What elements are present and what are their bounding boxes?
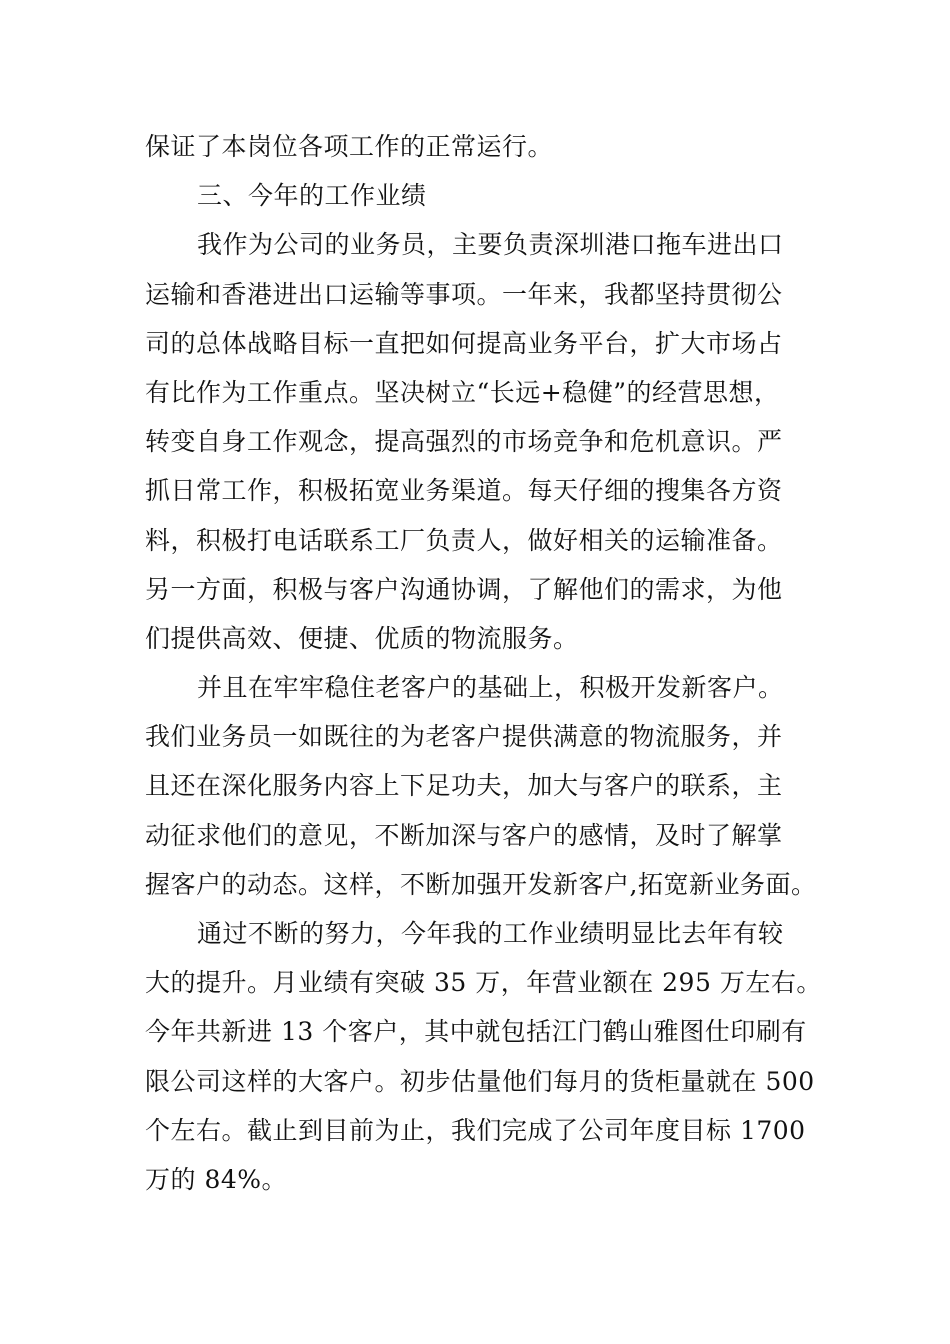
section-heading: 三、今年的工作业绩 [197, 181, 427, 211]
text-line: 们提供高效、便捷、优质的物流服务。 [145, 623, 579, 653]
text-line: 万的 84%。 [145, 1164, 288, 1194]
text-line: 且还在深化服务内容上下足功夫，加大与客户的联系，主 [145, 771, 783, 801]
text-line: 我作为公司的业务员，主要负责深圳港口拖车进出口 [197, 230, 784, 260]
text-line: 料，积极打电话联系工厂负责人，做好相关的运输准备。 [145, 525, 783, 555]
text-line: 保证了本岗位各项工作的正常运行。 [145, 132, 554, 161]
text-line: 抓日常工作，积极拓宽业务渠道。每天仔细的搜集各方资 [145, 476, 783, 506]
text-line: 运输和香港进出口运输等事项。一年来，我都坚持贯彻公 [145, 279, 783, 309]
text-line: 并且在牢牢稳住老客户的基础上，积极开发新客户。 [197, 673, 784, 703]
text-line: 大的提升。月业绩有突破 35 万，年营业额在 295 万左右。 [145, 968, 822, 998]
text-line: 转变自身工作观念，提高强烈的市场竞争和危机意识。严 [145, 427, 783, 457]
text-line: 动征求他们的意见，不断加深与客户的感情，及时了解掌 [145, 820, 783, 850]
text-line: 握客户的动态。这样，不断加强开发新客户,拓宽新业务面。 [145, 869, 817, 899]
text-line: 司的总体战略目标一直把如何提高业务平台，扩大市场占 [145, 328, 783, 358]
text-line: 另一方面，积极与客户沟通协调，了解他们的需求，为他 [145, 574, 783, 604]
document-body [145, 122, 822, 1204]
text-line: 限公司这样的大客户。初步估量他们每月的货柜量就在 500 [145, 1066, 815, 1096]
text-line: 个左右。截止到目前为止，我们完成了公司年度目标 1700 [145, 1115, 806, 1145]
text-line: 我们业务员一如既往的为老客户提供满意的物流服务，并 [145, 722, 783, 752]
text-line: 今年共新进 13 个客户，其中就包括江门鹤山雅图仕印刷有 [145, 1017, 807, 1047]
text-line: 通过不断的努力，今年我的工作业绩明显比去年有较 [197, 919, 784, 948]
text-line: 有比作为工作重点。坚决树立“长远+稳健”的经营思想， [145, 377, 780, 407]
